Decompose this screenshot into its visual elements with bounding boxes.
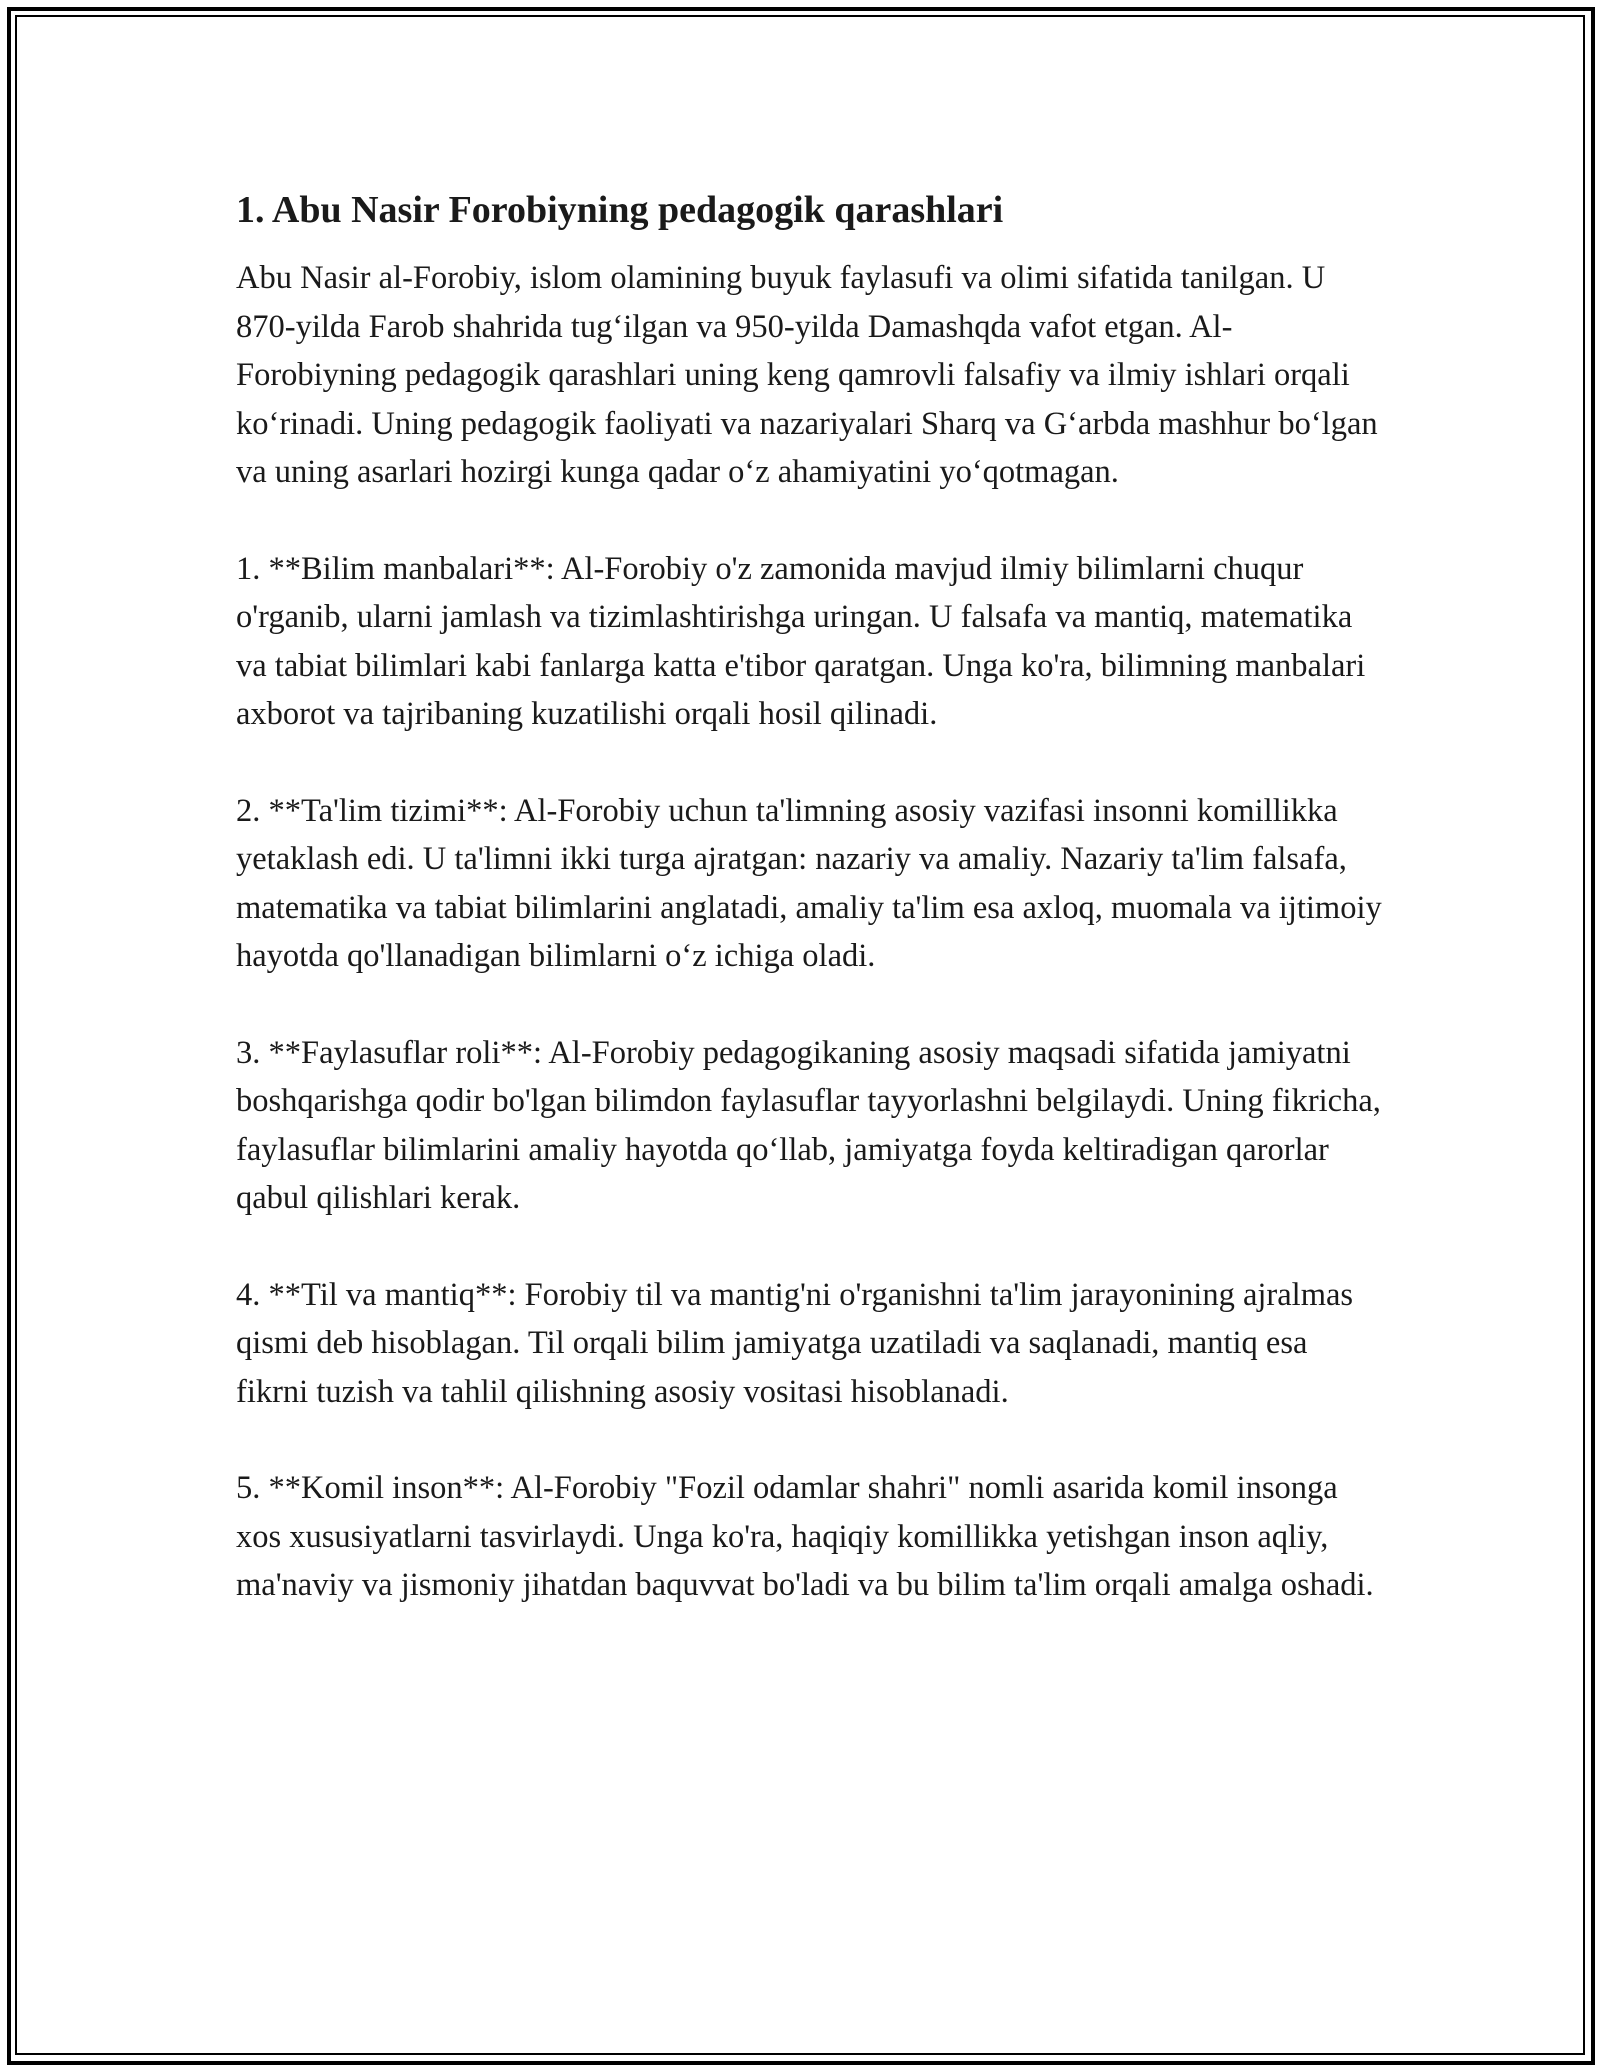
document-body [236,186,1386,1658]
document-title: 1. Abu Nasir Forobiyning pedagogik qarashlari [236,189,1004,231]
paragraph-talim-tizimi: 2. **Ta'lim tizimi**: Al-Forobiy uchun ta'limning asosiy vazifasi insonni komillikka yetaklash edi. U ta'limni ikki turga ajratgan: nazariy va amaliy. Nazariy ta'lim falsafa, matematika va tabiat bilimlarini anglatadi, amaliy ta'lim esa axloq, muomala va ijtimoiy hayotda qo'llanadigan bilimlarni o‘z ichiga oladi. [236,792,1382,974]
paragraph-faylasuflar-roli: 3. **Faylasuflar roli**: Al-Forobiy pedagogikaning asosiy maqsadi sifatida jamiyatni boshqarishga qodir bo'lgan bilimdon faylasuflar tayyorlashni belgilaydi. Uning fikricha, faylasuflar bilimlarini amaliy hayotda qo‘llab, jamiyatga foyda keltiradigan qarorlar qabul qilishlari kerak. [236,1034,1381,1216]
paragraph-bilim-manbalari: 1. **Bilim manbalari**: Al-Forobiy o'z zamonida mavjud ilmiy bilimlarni chuqur o'rganib, ularni jamlash va tizimlashtirishga uringan. U falsafa va mantiq, matematika va tabiat bilimlari kabi fanlarga katta e'tibor qaratgan. Unga ko'ra, bilimning manbalari axborot va tajribaning kuzatilishi orqali hosil qilinadi. [236,550,1366,732]
paragraph-komil-inson: 5. **Komil inson**: Al-Forobiy "Fozil odamlar shahri" nomli asarida komil insonga xos xususiyatlarni tasvirlaydi. Unga ko'ra, haqiqiy komillikka yetishgan inson aqliy, ma'naviy va jismoniy jihatdan baquvvat bo'ladi va bu bilim ta'lim orqali amalga oshadi. [236,1470,1374,1603]
paragraph-til-va-mantiq: 4. **Til va mantiq**: Forobiy til va mantig'ni o'rganishni ta'lim jarayonining ajralmas qismi deb hisoblagan. Til orqali bilim jamiyatga uzatiladi va saqlanadi, mantiq esa fikrni tuzish va tahlil qilishning asosiy vositasi hisoblanadi. [236,1276,1354,1410]
intro-paragraph: Abu Nasir al-Forobiy, islom olamining buyuk faylasufi va olimi sifatida tanilgan. U 870-yilda Farob shahrida tug‘ilgan va 950-yilda Damashqda vafot etgan. Al-Forobiyning pedagogik qarashlari uning keng qamrovli falsafiy va ilmiy ishlari orqali ko‘rinadi. Uning pedagogik faoliyati va nazariyalari Sharq va G‘arbda mashhur bo‘lgan va uning asarlari hozirgi kunga qadar o‘z ahamiyatini yo‘qotmagan. [236,260,1378,490]
